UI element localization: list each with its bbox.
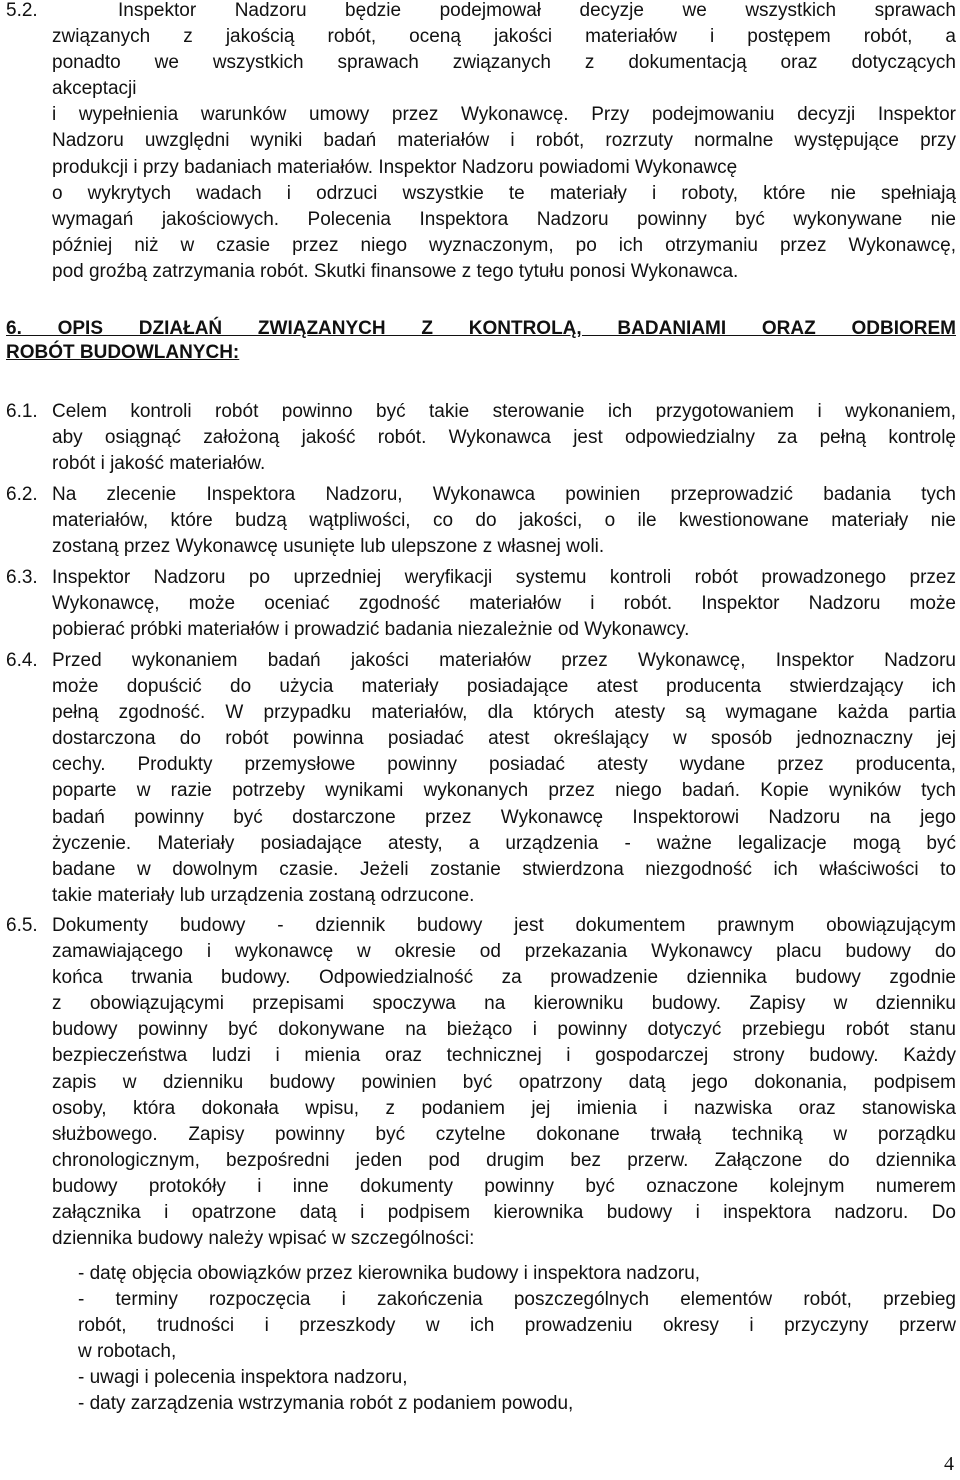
section-number: 6.3. xyxy=(6,567,38,588)
text-line: i wypełnienia warunków umowy przez Wykonawcę. Przy podejmowaniu decyzji Inspektor xyxy=(52,104,956,126)
text-line: badane w dowolnym czasie. Jeżeli zostanie stwierdzona niezgodność ich właściwości to xyxy=(52,858,956,880)
section-6-3 xyxy=(6,565,956,643)
text-line: robót i jakość materiałów. xyxy=(52,453,266,475)
text-line: Celem kontroli robót powinno być takie sterowanie ich przygotowaniem i wykonaniem, xyxy=(52,401,956,422)
heading-line: 6. OPIS DZIAŁAŃ ZWIĄZANYCH Z KONTROLĄ, BADANIAMI ORAZ ODBIOREM xyxy=(6,318,956,339)
text-line: życzenie. Materiały posiadające atesty, a urządzenia - ważne legalizacje mogą być xyxy=(52,832,956,854)
list-item-text: robót, trudności i przeszkody w ich prowadzeniu okresy i przyczyny przerw xyxy=(78,1315,956,1337)
text-line: zamawiającego i wykonawcę w okresie od przekazania Wykonawcy placu budowy do xyxy=(52,941,956,963)
text-line: Dokumenty budowy - dziennik budowy jest dokumentem prawnym obowiązującym xyxy=(52,915,956,936)
section-5-2 xyxy=(6,0,956,285)
text-line: Inspektor Nadzoru będzie podejmował decyzje we wszystkich sprawach xyxy=(118,0,956,21)
text-line: ponadto we wszystkich sprawach związanych z dokumentacją oraz dotyczących xyxy=(52,52,956,74)
text-line: chronologicznym, bezpośredni jeden pod drugim bez przerw. Załączone do dziennika xyxy=(52,1149,956,1171)
text-line: akceptacji xyxy=(52,78,137,100)
section-number: 6.4. xyxy=(6,650,38,671)
text-line: z obowiązującymi przepisami spoczywa na kierowniku budowy. Zapisy w dzienniku xyxy=(52,993,956,1015)
text-line: Na zlecenie Inspektora Nadzoru, Wykonawca powinien przeprowadzić badania tych xyxy=(52,484,956,505)
text-line: budowy powinny być dokonywane na bieżąco i powinny dotyczyć przebiegu robót stanu xyxy=(52,1019,956,1041)
text-line: później niż w czasie przez niego wyznaczonym, po ich otrzymaniu przez Wykonawcę, xyxy=(52,234,956,256)
text-line: o wykrytych wadach i odrzuci wszystkie te materiały i roboty, które nie spełniają xyxy=(52,182,956,204)
text-line: załącznika i opatrzone datą i podpisem kierownika budowy i inspektora nadzoru. Do xyxy=(52,1202,956,1224)
heading-line: ROBÓT BUDOWLANYCH: xyxy=(6,342,240,363)
text-line: może dopuścić do użycia materiały posiadające atest producenta stwierdzający ich xyxy=(52,676,956,698)
text-line: związanych z jakością robót, oceną jakości materiałów i postępem robót, a xyxy=(52,26,956,48)
text-line: pobierać próbki materiałów i prowadzić badania niezależnie od Wykonawcy. xyxy=(52,619,690,641)
text-line: takie materiały lub urządzenia zostaną odrzucone. xyxy=(52,884,475,906)
text-line: zapis w dzienniku budowy powinien być opatrzony datą jego dokonania, podpisem xyxy=(52,1071,956,1093)
section-body xyxy=(52,399,956,477)
list-item xyxy=(78,1261,956,1287)
list-item-text: - uwagi i polecenia inspektora nadzoru, xyxy=(78,1367,408,1388)
text-line: aby osiągnąć założoną jakość robót. Wykonawca jest odpowiedzialny za pełną kontrolę xyxy=(52,427,956,449)
text-line: osoby, która dokonała wpisu, z podaniem jej imienia i nazwiska oraz stanowiska xyxy=(52,1097,956,1119)
text-line: produkcji i przy badaniach materiałów. Inspektor Nadzoru powiadomi Wykonawcę xyxy=(52,156,738,178)
text-line: wymagań jakościowych. Polecenia Inspektora Nadzoru powinny być wykonywane nie xyxy=(52,208,956,230)
text-line: materiałów, które budzą wątpliwości, co do jakości, o ile kwestionowane materiały nie xyxy=(52,510,956,532)
text-line: Inspektor Nadzoru po uprzedniej weryfikacji systemu kontroli robót prowadzonego przez xyxy=(52,567,956,588)
section-number: 5.2. xyxy=(6,0,38,21)
text-line: poparte w razie potrzeby wynikami wykonanych przez niego badań. Kopie wyników tych xyxy=(52,780,956,802)
section-6-2 xyxy=(6,482,956,560)
section-body xyxy=(52,482,956,560)
section-number: 6.5. xyxy=(6,915,38,936)
section-6-5 xyxy=(6,913,956,1252)
text-line: pełną zgodność. W przypadku materiałów, dla których atesty są wymagane każda partia xyxy=(52,702,956,724)
text-line: służbowego. Zapisy powinny być czytelne dokonane trwałą techniką w porządku xyxy=(52,1123,956,1145)
list-item-text: w robotach, xyxy=(78,1341,177,1363)
list-item-text: - daty zarządzenia wstrzymania robót z podaniem powodu, xyxy=(78,1393,574,1414)
text-line: budowy protokóły i inne dokumenty powinny być oznaczone kolejnym numerem xyxy=(52,1175,956,1197)
section-body xyxy=(52,565,956,643)
text-line: zostaną przez Wykonawcę usunięte lub ulepszone z własnej woli. xyxy=(52,536,605,558)
text-line: Nadzoru uwzględni wyniki badań materiałów i robót, rozrzuty normalne występujące przy xyxy=(52,130,956,152)
list-item-text: - datę objęcia obowiązków przez kierownika budowy i inspektora nadzoru, xyxy=(78,1263,701,1284)
page-number: 4 xyxy=(944,1453,954,1475)
text-line: pod groźbą zatrzymania robót. Skutki finansowe z tego tytułu ponosi Wykonawca. xyxy=(52,260,739,282)
section-number: 6.1. xyxy=(6,401,38,422)
section-6-4 xyxy=(6,648,956,909)
text-line: dziennika budowy należy wpisać w szczególności: xyxy=(52,1228,475,1250)
section-heading-6 xyxy=(6,317,956,365)
text-line: końca trwania budowy. Odpowiedzialność za prowadzenie dziennika budowy zgodnie xyxy=(52,967,956,989)
text-line: dostarczona do robót powinna posiadać atest określający w sposób jednoznaczny jej xyxy=(52,728,956,750)
section-body xyxy=(52,0,956,285)
text-line: bezpieczeństwa ludzi i mienia oraz technicznej i gospodarczej strony budowy. Każdy xyxy=(52,1045,956,1067)
section-body xyxy=(52,913,956,1252)
text-line: badań powinny być dostarczone przez Wykonawcę Inspektorowi Nadzoru na jego xyxy=(52,806,956,828)
text-line: Przed wykonaniem badań jakości materiałów przez Wykonawcę, Inspektor Nadzoru xyxy=(52,650,956,671)
text-line: cechy. Produkty przemysłowe powinny posiadać atesty wydane przez producenta, xyxy=(52,754,956,776)
list-item xyxy=(78,1365,956,1391)
list-item xyxy=(78,1287,956,1365)
list-item xyxy=(78,1391,956,1417)
list-item-text: - terminy rozpoczęcia i zakończenia poszczególnych elementów robót, przebieg xyxy=(78,1289,956,1310)
section-number: 6.2. xyxy=(6,484,38,505)
section-body xyxy=(52,648,956,909)
text-line: Wykonawcę, może oceniać zgodność materiałów i robót. Inspektor Nadzoru może xyxy=(52,593,956,615)
section-6-1 xyxy=(6,399,956,477)
